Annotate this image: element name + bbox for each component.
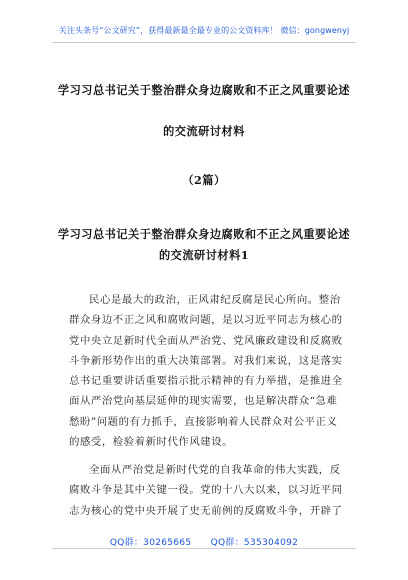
paragraph-line: 愁盼”问题的有力抓手，直接影响着人民群众对公平正义 [69, 415, 338, 428]
paragraph-line: 面从严治党向基层延伸的现实需要，也是解决群众“急难 [69, 395, 338, 408]
body-paragraph-2 [69, 460, 359, 521]
footer-divider [52, 548, 356, 549]
footer-qq-group-1: QQ群：30265665 [109, 538, 192, 548]
paragraph-line: 党中央立足新时代全面从严治党、党风廉政建设和反腐败 [69, 334, 343, 347]
footer-contact [0, 535, 408, 548]
document-count: （2篇） [182, 173, 226, 187]
paragraph-line: 全面从严治党是新时代党的自我革命的伟大实践，反 [89, 464, 341, 476]
paragraph-line: 群众身边不正之风和腐败问题，是以习近平同志为核心的 [69, 314, 343, 327]
paragraph-line: 总书记重要讲话重要指示批示精神的有力举措，是推进全 [69, 375, 343, 388]
paragraph-line: 志为核心的党中央开展了史无前例的反腐败斗争，开辟了 [69, 504, 343, 517]
header-promo-note: 关注头条号“公文研究”，获得最新最全最专业的公文资料库！ 微信：gongwenyj [58, 26, 350, 35]
paragraph-line: 民心是最大的政治，正风肃纪反腐是民心所向。整治 [89, 294, 341, 306]
paragraph-line: 腐败斗争是其中关键一役。党的十八大以来，以习近平同 [69, 484, 343, 497]
paragraph-line: 斗争新形势作出的重大决策部署。对我们来说，这是落实 [69, 354, 343, 367]
header-divider [52, 42, 356, 43]
footer-qq-group-2: QQ群：535304092 [210, 538, 299, 548]
section-title-line-2: 的交流研讨材料1 [158, 248, 250, 262]
section-title-line-1: 学习习总书记关于整治群众身边腐败和不正之风重要论述 [57, 227, 351, 241]
document-title-line-2: 的交流研讨材料 [163, 124, 245, 138]
body-paragraph-1 [69, 290, 359, 452]
paragraph-line: 的感受，检验着新时代作风建设。 [69, 436, 234, 449]
document-title-line-1: 学习习总书记关于整治群众身边腐败和不正之风重要论述 [57, 83, 351, 97]
